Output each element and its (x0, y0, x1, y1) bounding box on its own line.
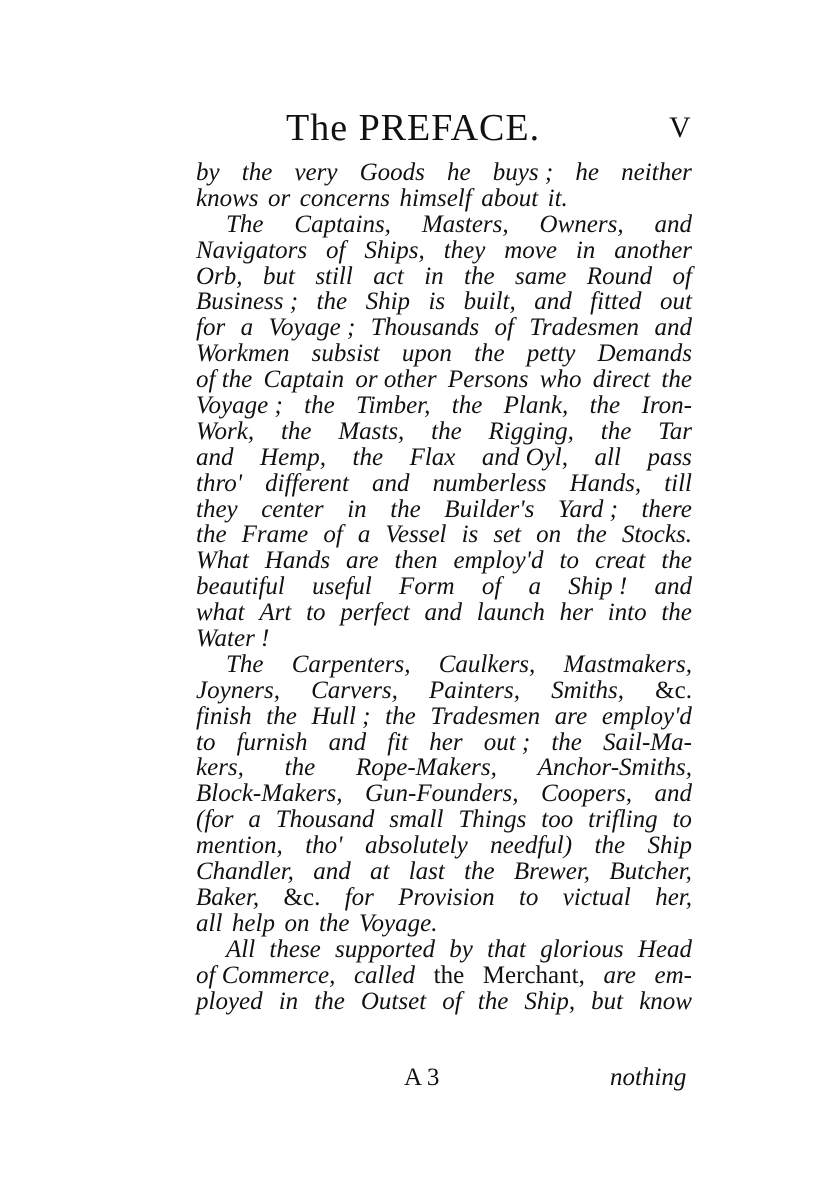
text-line (196, 522, 692, 548)
word: fitted (590, 288, 642, 316)
word: Sail-Ma- (603, 728, 692, 756)
word: and (313, 858, 351, 886)
word: to (672, 806, 692, 834)
word: the (385, 702, 416, 730)
word: What (196, 547, 249, 575)
text-line (196, 652, 692, 678)
word: the (464, 858, 495, 886)
word: are (603, 961, 636, 989)
word: perfect (340, 599, 410, 627)
word: they (443, 236, 486, 264)
word: of (481, 573, 502, 601)
word: or (268, 184, 291, 212)
word: what (196, 599, 245, 627)
word: the (451, 392, 483, 420)
word: by (449, 935, 473, 963)
word: Anchor-Smiths, (537, 754, 692, 782)
word: on (284, 909, 310, 937)
text-line (196, 989, 692, 1015)
text-line (196, 212, 692, 238)
word: buys ; (492, 159, 554, 186)
word: Ships, (364, 236, 425, 264)
word: Gun-Founders, (364, 780, 519, 808)
text-line (196, 911, 692, 937)
word: last (408, 858, 445, 886)
text-line (196, 833, 692, 859)
word: of (672, 262, 692, 290)
word: Yard ; (557, 495, 618, 523)
text-line (196, 626, 692, 652)
word: the (318, 909, 350, 937)
word: then (394, 547, 438, 575)
word: beautiful (196, 573, 285, 601)
word: upon (401, 340, 452, 368)
word: Ship ! (568, 573, 628, 601)
word: the (304, 392, 335, 420)
text-line (196, 574, 692, 600)
word: and (372, 469, 410, 497)
word: Work, (196, 417, 255, 445)
word: another (614, 236, 692, 264)
word: the (266, 702, 297, 730)
word: the (390, 495, 421, 523)
word: the (474, 340, 505, 368)
word: Form (399, 573, 455, 601)
text-line (196, 859, 692, 885)
word: Baker, (196, 883, 260, 911)
word: the (477, 987, 509, 1015)
word: Persons (447, 366, 529, 394)
word: help (231, 909, 275, 937)
word: ployed (196, 987, 263, 1015)
word: Navigators (196, 236, 308, 264)
word: these (269, 935, 321, 963)
word: knows (196, 184, 259, 212)
text-line (196, 289, 692, 315)
word: and (654, 573, 692, 601)
word: Owners, (539, 210, 624, 238)
word: to (306, 599, 326, 627)
word: Timber, (356, 392, 431, 420)
word: the (431, 417, 462, 445)
word: the (433, 961, 465, 989)
word: for (344, 883, 374, 911)
word: Stocks. (621, 521, 692, 549)
word: Coopers, (540, 780, 632, 808)
word: built, (463, 288, 516, 316)
word: Ship, (524, 987, 576, 1015)
word: he (575, 159, 599, 186)
word: that (487, 935, 526, 963)
word: furnish (236, 728, 308, 756)
word: thro' (196, 469, 243, 497)
word: Merchant, (482, 961, 585, 989)
page-footer (0, 1064, 840, 1092)
page-header (0, 103, 840, 153)
word: Captain (263, 366, 345, 394)
word: a (248, 806, 261, 834)
word: Plank, (503, 392, 569, 420)
word: they (196, 495, 238, 523)
word: the (600, 417, 632, 445)
word: neither (621, 159, 692, 186)
word: Ship (365, 288, 411, 316)
word: a (240, 314, 254, 342)
word: he (447, 159, 471, 186)
word: very (294, 159, 338, 186)
word: Thousand (275, 806, 375, 834)
text-line (196, 807, 692, 833)
text-line (196, 963, 692, 989)
word: a (528, 573, 541, 601)
word: useful (312, 573, 372, 601)
word: himself (399, 184, 472, 212)
text-line (196, 238, 692, 264)
word: finish (196, 702, 252, 730)
word: of (494, 314, 514, 342)
word: &c. (283, 883, 321, 911)
word: the (316, 288, 348, 316)
word: about (481, 184, 539, 212)
word: trifling (588, 806, 658, 834)
word: too (541, 806, 574, 834)
word: the (314, 987, 345, 1015)
word: in (575, 236, 596, 264)
word: out (660, 288, 692, 316)
word: the (284, 754, 316, 782)
word: Tradesmen (529, 314, 640, 342)
word: all (594, 443, 621, 471)
word: are (346, 547, 379, 575)
word: small (389, 806, 444, 834)
word: in (424, 262, 444, 290)
word: and (654, 314, 692, 342)
word: her (559, 599, 593, 627)
word: Business ; (196, 288, 299, 316)
word: Outset (360, 987, 427, 1015)
word: employ'd (601, 702, 692, 730)
word: (for (196, 806, 234, 834)
word: The (226, 650, 264, 678)
word: Hull ; (311, 702, 371, 730)
word: subsist (311, 340, 380, 368)
word: all (196, 909, 223, 937)
word: act (373, 262, 404, 290)
word: same (515, 262, 567, 290)
word: mention, (196, 832, 283, 860)
word: till (664, 469, 692, 497)
word: the (661, 599, 692, 627)
text-line (196, 937, 692, 963)
text-line (196, 445, 692, 471)
word: Rope-Makers, (355, 754, 497, 782)
word: are (554, 702, 588, 730)
body-text (196, 160, 692, 1014)
word: the (661, 366, 692, 394)
word: Head (637, 935, 692, 963)
word: in (347, 495, 367, 523)
word: by (196, 159, 220, 186)
word: Voyage. (359, 909, 438, 937)
word: Provision (398, 883, 495, 911)
word: Orb, (196, 262, 243, 290)
text-line (196, 186, 692, 212)
word: needful) (490, 832, 573, 860)
word: tho' (305, 832, 343, 860)
word: into (607, 599, 647, 627)
word: the (352, 443, 384, 471)
word: the (196, 521, 227, 549)
word: Smiths, (551, 676, 625, 704)
text-line (196, 367, 692, 393)
word: the (594, 832, 626, 860)
word: to (518, 883, 539, 911)
word: supported (335, 935, 436, 963)
word: the (551, 728, 582, 756)
word: launch (476, 599, 545, 627)
word: and (654, 780, 692, 808)
word: the (464, 262, 495, 290)
word: of Commerce, (196, 961, 336, 989)
word: petty (526, 340, 576, 368)
word: Masts, (338, 417, 405, 445)
word: of the (196, 366, 253, 394)
word: Masters, (421, 210, 509, 238)
word: Butcher, (609, 858, 692, 886)
word: The (226, 210, 264, 238)
word: direct (592, 366, 651, 394)
word: and Oyl, (481, 443, 569, 471)
text-line (196, 548, 692, 574)
text-line (196, 600, 692, 626)
word: Workmen (196, 340, 290, 368)
word: still (315, 262, 353, 290)
word: know (639, 987, 692, 1015)
word: Vessel (385, 521, 447, 549)
word: absolutely (364, 832, 468, 860)
word: Carvers, (311, 676, 398, 704)
word: the (241, 159, 273, 186)
text-line (196, 341, 692, 367)
word: pass (647, 443, 692, 471)
word: but (591, 987, 624, 1015)
text-line (196, 730, 692, 756)
word: her, (655, 883, 692, 911)
word: a (357, 521, 371, 549)
word: Carpenters, (291, 650, 411, 678)
word: Art (259, 599, 292, 627)
word: for (196, 314, 226, 342)
text-line (196, 315, 692, 341)
word: called (353, 961, 416, 989)
word: employ'd (453, 547, 544, 575)
word: set (493, 521, 522, 549)
word: and (328, 728, 367, 756)
word: the (589, 392, 621, 420)
word: Frame (241, 521, 309, 549)
word: Tar (658, 417, 692, 445)
word: is (428, 288, 446, 316)
word: the (661, 547, 692, 575)
word: Rigging, (488, 417, 574, 445)
word: of (323, 521, 343, 549)
text-line (196, 264, 692, 290)
word: Captains, (294, 210, 391, 238)
word: who (539, 366, 582, 394)
word: and (534, 288, 572, 316)
text-line (196, 419, 692, 445)
word: move (504, 236, 557, 264)
word: Block-Makers, (196, 780, 343, 808)
word: of (442, 987, 462, 1015)
text-line (196, 393, 692, 419)
word: but (262, 262, 295, 290)
word: Iron- (641, 392, 692, 420)
text-line (196, 678, 692, 704)
word: Chandler, (196, 858, 294, 886)
word: Ship (647, 832, 692, 860)
word: different (265, 469, 349, 497)
word: Mastmakers, (563, 650, 692, 678)
text-line (196, 471, 692, 497)
text-line (196, 885, 692, 911)
word: em- (654, 961, 692, 989)
word: Hemp, (260, 443, 326, 471)
text-line (196, 160, 692, 186)
word: out ; (483, 728, 531, 756)
word: Hands (264, 547, 331, 575)
word: it. (547, 184, 568, 212)
word: in (278, 987, 299, 1015)
text-line (196, 497, 692, 523)
word: kers, (196, 754, 244, 782)
word: to (196, 728, 216, 756)
word: victual (562, 883, 631, 911)
word: Builder's (444, 495, 535, 523)
word: Goods (359, 159, 425, 186)
word: creat (594, 547, 646, 575)
word: Painters, (429, 676, 520, 704)
signature-mark: A 3 (404, 1064, 440, 1091)
word: Caulkers, (438, 650, 536, 678)
word: Flax (409, 443, 456, 471)
word: &c. (655, 676, 692, 704)
word: and (424, 599, 463, 627)
word: fit (387, 728, 409, 756)
word: Joyners, (196, 676, 280, 704)
text-line (196, 781, 692, 807)
page-number: V (669, 111, 691, 144)
word: on (536, 521, 562, 549)
word: there (641, 495, 692, 523)
text-line (196, 755, 692, 781)
word: Thousands (370, 314, 480, 342)
word: Tradesmen (430, 702, 541, 730)
word: Round (586, 262, 653, 290)
word: at (369, 858, 390, 886)
word: Brewer, (513, 858, 591, 886)
word: Voyage ; (196, 392, 283, 420)
catchword: nothing (610, 1064, 687, 1091)
word: of (326, 236, 346, 264)
word: numberless (432, 469, 547, 497)
word: Hands, (569, 469, 642, 497)
word: center (261, 495, 324, 523)
word: is (461, 521, 479, 549)
word: Water ! (196, 625, 270, 653)
word: the (280, 417, 312, 445)
word: Demands (597, 340, 692, 368)
word: to (559, 547, 579, 575)
word: and (196, 443, 234, 471)
word: or other (355, 366, 437, 394)
word: Voyage ; (268, 314, 356, 342)
word: All (226, 935, 256, 963)
word: the (576, 521, 607, 549)
word: Things (458, 806, 527, 834)
running-head: The PREFACE. (286, 107, 541, 149)
word: and (654, 210, 692, 238)
text-line (196, 704, 692, 730)
word: concerns (299, 184, 390, 212)
word: her (429, 728, 463, 756)
word: glorious (540, 935, 624, 963)
